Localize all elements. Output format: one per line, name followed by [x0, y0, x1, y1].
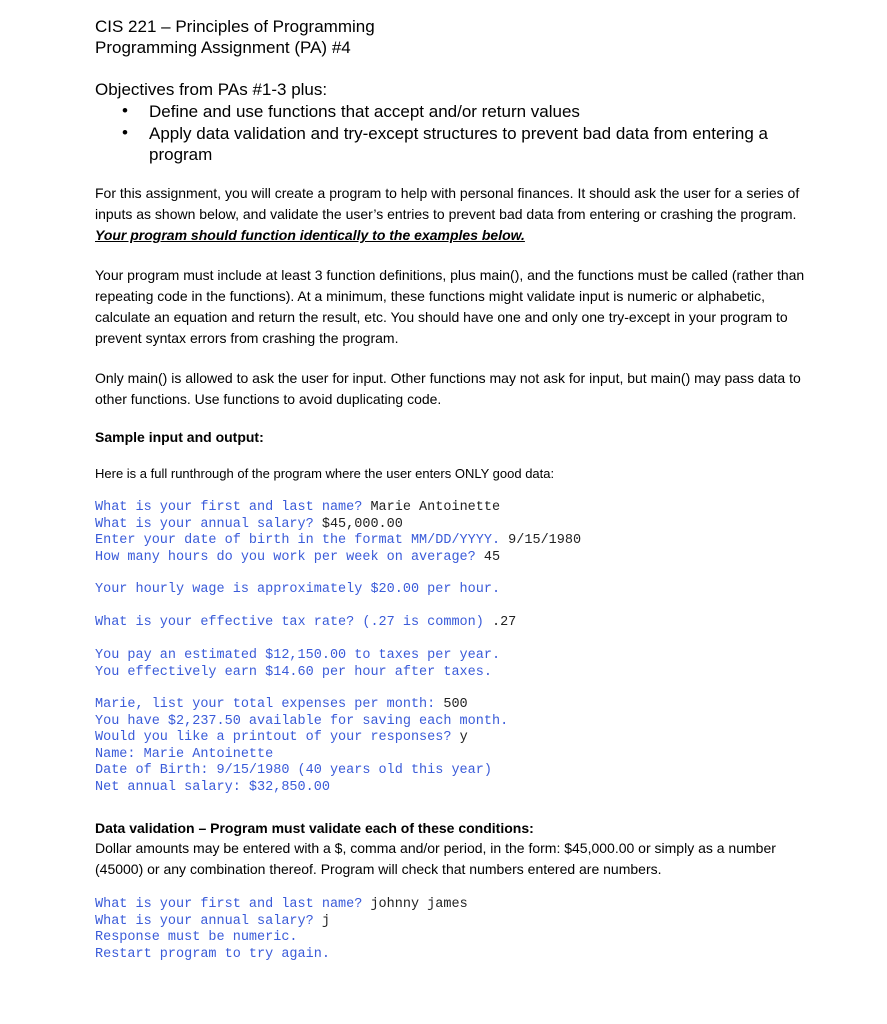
objective-item: Define and use functions that accept and/or return values — [149, 102, 580, 121]
code-prompt: Marie, list your total expenses per month: — [95, 697, 444, 712]
sample-block-2 — [95, 582, 815, 599]
sample-intro: Here is a full runthrough of the program where the user enters ONLY good data: — [95, 466, 555, 481]
bullet-icon: • — [122, 123, 128, 142]
intro-text: For this assignment, you will create a program to help with personal finances. It should ask the user for a series of inputs as shown below, and validate the user’s entries to prevent bad data from entering or crashing the program. — [95, 185, 800, 222]
code-prompt: Net annual salary: $32,850.00 — [95, 779, 330, 795]
code-prompt: What is your effective tax rate? (.27 is common) — [95, 615, 492, 630]
main-paragraph: Only main() is allowed to ask the user for input. Other functions may not ask for input, but main() may pass data to other functions. Use functions to avoid duplicating code. — [95, 370, 801, 407]
sample-block-1 — [95, 500, 815, 566]
code-output: You effectively earn $14.60 per hour after taxes. — [95, 664, 492, 680]
code-prompt: What is your first and last name? — [95, 500, 371, 515]
functions-paragraph: Your program must include at least 3 function definitions, plus main(), and the functions must be called (rather than repeating code in the functions). At a minimum, these functions might validate input is numeric or alphabetic, calculate an equation and return the result, etc. You should have one and only one try-except in your program to prevent syntax errors from crashing the program. — [95, 267, 805, 346]
code-answer: .27 — [491, 615, 517, 630]
code-prompt: What is your annual salary? — [95, 516, 322, 532]
code-prompt: Date of Birth: 9/15/1980 (40 years old this year) — [95, 763, 492, 778]
course-title: CIS 221 – Principles of Programming — [95, 17, 375, 36]
code-prompt: Restart program to try again. — [95, 946, 330, 962]
intro-paragraph — [95, 183, 807, 246]
assignment-title: Programming Assignment (PA) #4 — [95, 38, 351, 57]
sample-block-5 — [95, 697, 815, 796]
code-prompt: Name: Marie Antoinette — [95, 746, 274, 762]
code-prompt: What is your annual salary? — [95, 913, 322, 929]
code-answer: Marie Antoinette — [370, 500, 501, 515]
code-answer: j — [321, 913, 330, 929]
intro-emphasis: Your program should function identically to the examples below. — [95, 227, 525, 243]
validation-text: Dollar amounts may be entered with a $, comma and/or period, in the form: $45,000.00 or simply as a number (45000) or any combination thereof. Program will check that numbers entered are numbers. — [95, 840, 776, 877]
code-prompt: Response must be numeric. — [95, 930, 298, 945]
code-prompt: What is your first and last name? — [95, 897, 371, 912]
objective-item: Apply data validation and try-except structures to prevent bad data from entering a program — [149, 124, 768, 164]
code-prompt: You have $2,237.50 available for saving each month. — [95, 713, 509, 729]
code-output: Your hourly wage is approximately $20.00 per hour. — [95, 582, 501, 597]
code-answer: 9/15/1980 — [508, 533, 582, 548]
sample-block-3 — [95, 615, 815, 632]
code-prompt: Would you like a printout of your responses? — [95, 730, 460, 745]
code-answer: y — [459, 730, 468, 745]
objectives-title: Objectives from PAs #1-3 plus: — [95, 80, 328, 99]
sample-block-4 — [95, 648, 815, 681]
code-answer: johnny james — [370, 897, 468, 912]
code-prompt: How many hours do you work per week on average? — [95, 549, 484, 565]
validation-heading: Data validation – Program must validate each of these conditions: — [95, 820, 534, 836]
bullet-icon: • — [122, 101, 128, 120]
code-answer: 45 — [483, 549, 501, 565]
validation-block — [95, 897, 815, 963]
code-answer: 500 — [443, 697, 468, 712]
code-prompt: Enter your date of birth in the format MM/DD/YYYY. — [95, 533, 509, 548]
code-answer: $45,000.00 — [321, 516, 403, 532]
sample-heading: Sample input and output: — [95, 429, 264, 445]
code-output: You pay an estimated $12,150.00 to taxes per year. — [95, 648, 501, 663]
